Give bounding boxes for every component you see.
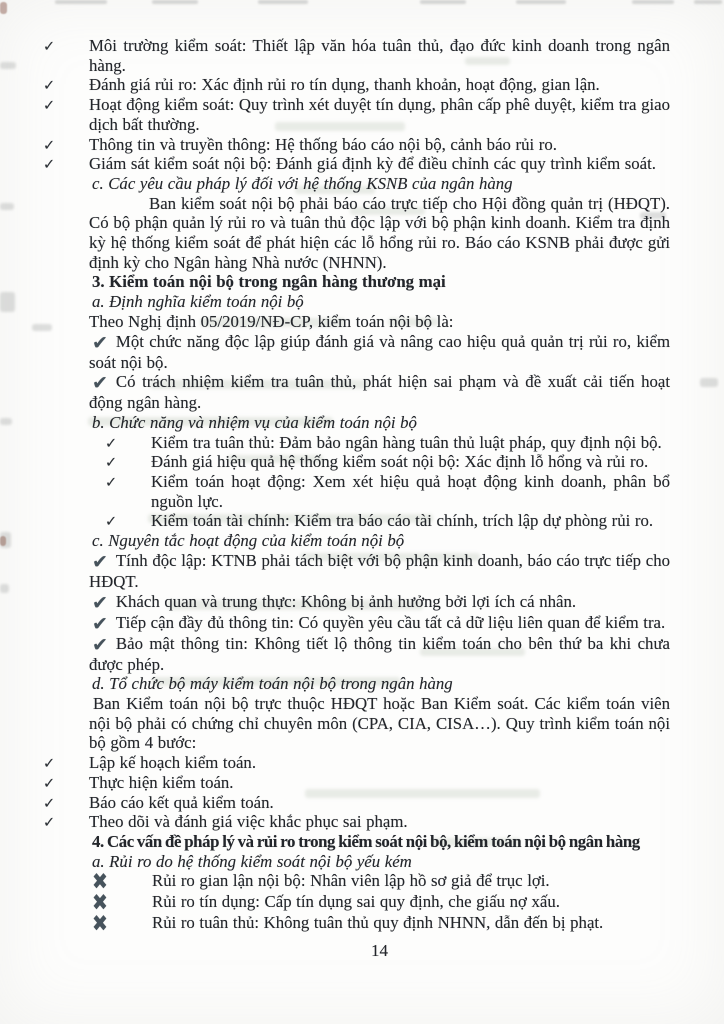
- check-icon: ✓: [43, 98, 56, 115]
- section-heading-italic: a. Rủi ro do hệ thống kiểm soát nội bộ yếu kém: [92, 851, 412, 871]
- heavy-check-list-item: [89, 613, 670, 634]
- list-item-text: Rủi ro tuân thủ: Không tuân thủ quy định NHNN, dẫn đến bị phạt.: [152, 913, 604, 933]
- list-item-text: Thực hiện kiểm toán.: [89, 772, 234, 792]
- check-icon: ✓: [43, 39, 56, 55]
- check-icon: ✓: [105, 475, 118, 492]
- check-list-item: [43, 812, 670, 832]
- list-item-text: Lập kế hoạch kiểm toán.: [89, 753, 257, 773]
- list-item-text: Khách quan và trung thực: Không bị ảnh hưởng bởi lợi ích cá nhân.: [115, 591, 577, 611]
- list-item-text: Kiểm toán hoạt động: Xem xét hiệu quả hoạt động kinh doanh, phân bổ nguồn lực.: [151, 472, 670, 511]
- list-item-text: Rủi ro tín dụng: Cấp tín dụng sai quy định, che giấu nợ xấu.: [152, 892, 560, 912]
- section-heading-italic: d. Tổ chức bộ máy kiểm toán nội bộ trong ngân hàng: [92, 674, 453, 694]
- check-list-item: [43, 772, 670, 793]
- x-list-item: [89, 890, 670, 917]
- document-text-block: [43, 36, 670, 938]
- x-list-item: [89, 911, 670, 938]
- check-list-item: [43, 75, 670, 95]
- heavy-check-icon: ✔: [92, 331, 108, 354]
- heavy-check-icon: ✔: [92, 550, 108, 573]
- check-list-item: [43, 134, 670, 155]
- heavy-check-icon: ✔: [92, 372, 108, 395]
- heavy-check-icon: ✔: [92, 612, 108, 635]
- x-list-item: [89, 869, 670, 896]
- heavy-check-icon: ✔: [92, 591, 108, 614]
- list-item-text: Tiếp cận đầy đủ thông tin: Có quyền yêu cầu tất cả dữ liệu liên quan để kiểm tra.: [115, 612, 666, 632]
- check-list-item: [43, 154, 670, 174]
- list-item-text: Rủi ro gian lận nội bộ: Nhân viên lập hồ sơ giả để trục lợi.: [152, 871, 550, 891]
- list-item-text: Hoạt động kiểm soát: Quy trình xét duyệt tín dụng, phân cấp phê duyệt, kiểm tra giao dịch bất thường.: [89, 95, 670, 134]
- list-item-text: Một chức năng độc lập giúp đánh giá và nâng cao hiệu quả quản trị rủi ro, kiểm soát nội bộ.: [89, 331, 670, 372]
- check-icon: ✓: [43, 815, 56, 832]
- list-item-text: Kiểm toán tài chính: Kiểm tra báo cáo tài chính, trích lập dự phòng rủi ro.: [151, 511, 654, 531]
- check-list-item: [89, 511, 670, 531]
- x-mark-icon: ✖: [92, 890, 108, 917]
- check-icon: ✓: [43, 775, 56, 792]
- check-icon: ✓: [43, 795, 56, 812]
- check-list-item: [43, 95, 670, 134]
- list-item-text: Đánh giá hiệu quả hệ thống kiểm soát nội bộ: Xác định lỗ hổng và rủi ro.: [151, 452, 649, 472]
- list-item-text: Bảo mật thông tin: Không tiết lộ thông tin kiểm toán cho bên thứ ba khi chưa được phép.: [89, 633, 670, 674]
- section-heading-italic: a. Định nghĩa kiểm toán nội bộ: [92, 292, 304, 312]
- x-mark-icon: ✖: [92, 869, 108, 896]
- section-heading-bold: 4. Các vấn đề pháp lý và rủi ro trong kiểm soát nội bộ, kiểm toán nội bộ ngân hàng: [92, 831, 640, 851]
- check-list-item: [89, 452, 670, 472]
- check-icon: ✓: [43, 756, 56, 773]
- section-heading-italic: c. Nguyên tắc hoạt động của kiểm toán nội bộ: [92, 531, 405, 551]
- heavy-check-list-item: [89, 634, 670, 675]
- list-item-text: Kiểm tra tuân thủ: Đảm bảo ngân hàng tuân thủ luật pháp, quy định nội bộ.: [151, 432, 662, 452]
- check-icon: ✓: [105, 514, 118, 531]
- list-item-text: Tính độc lập: KTNB phải tách biệt với bộ phận kinh doanh, báo cáo trực tiếp cho HĐQT.: [89, 550, 670, 591]
- heavy-check-icon: ✔: [92, 633, 108, 656]
- paragraph: Ban kiểm soát nội bộ phải báo cáo trực tiếp cho Hội đồng quản trị (HĐQT). Có bộ phận quản lý rủi ro và tuân thủ độc lập với bộ phận kinh doanh. Kiểm tra định kỳ hệ thống kiểm soát để phát hiện các lỗ hổng rủi ro. Báo cáo KSNB phải được gửi định kỳ cho Ngân hàng Nhà nước (NHNN).: [89, 193, 670, 272]
- check-icon: ✓: [105, 435, 118, 452]
- check-list-item: [89, 433, 670, 453]
- check-icon: ✓: [43, 137, 56, 154]
- check-list-item: [43, 36, 670, 75]
- check-list-item: [89, 472, 670, 511]
- heavy-check-list-item: [89, 332, 670, 373]
- heavy-check-list-item: [89, 551, 670, 592]
- heavy-check-list-item: [89, 372, 670, 413]
- check-icon: ✓: [43, 78, 56, 95]
- paragraph: Theo Nghị định 05/2019/NĐ-CP, kiểm toán nội bộ là:: [89, 311, 454, 331]
- section-heading-italic: c. Các yêu cầu pháp lý đối với hệ thống KSNB của ngân hàng: [92, 173, 513, 193]
- list-item-text: Theo dõi và đánh giá việc khắc phục sai phạm.: [89, 812, 408, 832]
- section-heading-italic: b. Chức năng và nhiệm vụ của kiểm toán nội bộ: [92, 412, 417, 432]
- list-item-text: Có trách nhiệm kiểm tra tuân thủ, phát hiện sai phạm và đề xuất cải tiến hoạt động ngân hàng.: [89, 372, 670, 413]
- list-item-text: Giám sát kiểm soát nội bộ: Đánh giá định kỳ để điều chỉnh các quy trình kiểm soát.: [89, 154, 656, 174]
- heavy-check-list-item: [89, 592, 670, 613]
- paragraph: Ban Kiểm toán nội bộ trực thuộc HĐQT hoặc Ban Kiểm soát. Các kiểm toán viên nội bộ phải có chứng chỉ chuyên môn (CPA, CIA, CISA…). Quy trình kiểm toán nội bộ gồm 4 bước:: [89, 693, 670, 753]
- x-mark-icon: ✖: [92, 911, 108, 938]
- check-icon: ✓: [105, 455, 118, 472]
- check-list-item: [43, 792, 670, 813]
- list-item-text: Báo cáo kết quả kiểm toán.: [89, 792, 274, 812]
- check-icon: ✓: [43, 157, 56, 174]
- list-item-text: Thông tin và truyền thông: Hệ thống báo cáo nội bộ, cảnh báo rủi ro.: [89, 134, 557, 154]
- section-heading-bold: 3. Kiểm toán nội bộ trong ngân hàng thương mại: [92, 272, 446, 292]
- list-item-text: Môi trường kiểm soát: Thiết lập văn hóa tuân thủ, đạo đức kinh doanh trong ngân hàng.: [89, 36, 670, 75]
- list-item-text: Đánh giá rủi ro: Xác định rủi ro tín dụng, thanh khoản, hoạt động, gian lận.: [89, 75, 600, 95]
- check-list-item: [43, 753, 670, 773]
- page-number: 14: [371, 941, 388, 960]
